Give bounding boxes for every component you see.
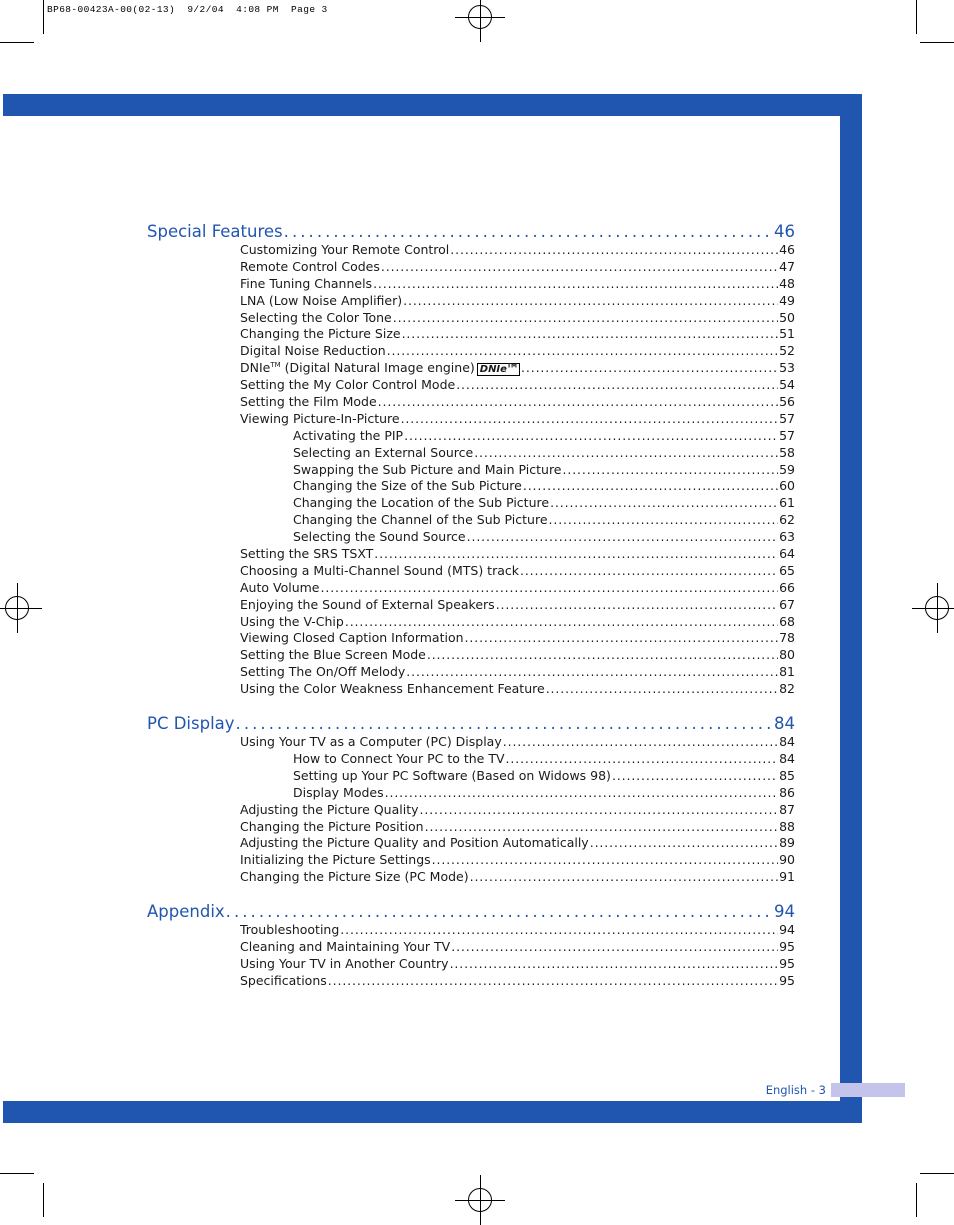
entry-page: 82 [779, 681, 795, 697]
toc-entry[interactable] [147, 819, 795, 836]
toc-entry[interactable] [147, 956, 795, 973]
entry-page: 84 [779, 750, 795, 766]
toc-subentry[interactable] [147, 529, 795, 546]
page-tab [831, 1083, 905, 1097]
entry-page: 58 [779, 444, 795, 460]
dnie-name: DNIe [240, 360, 271, 376]
entry-page: 85 [779, 767, 795, 783]
entry-page: 50 [779, 309, 795, 325]
entry-title: Selecting an External Source [293, 444, 474, 460]
toc-entry[interactable] [147, 343, 795, 360]
toc-entry[interactable] [147, 259, 795, 276]
dot-leader [406, 664, 778, 681]
dot-leader [328, 973, 778, 990]
dot-leader [401, 411, 779, 428]
toc-subentry[interactable] [147, 462, 795, 479]
entry-page: 54 [779, 377, 795, 393]
entry-title: Using Your TV as a Computer (PC) Display [240, 734, 502, 750]
dot-leader [550, 495, 778, 512]
registration-mark-icon [468, 5, 492, 29]
dot-leader [523, 478, 778, 495]
entry-title: Selecting the Color Tone [240, 309, 392, 325]
entry-title: Initializing the Picture Settings [240, 852, 431, 868]
toc-entry-dnie[interactable] [147, 360, 795, 377]
entry-page: 94 [779, 922, 795, 938]
entry-page: 57 [779, 410, 795, 426]
entry-title: Viewing Closed Caption Information [240, 630, 464, 646]
entry-page: 91 [779, 869, 795, 885]
crop-mark [43, 1183, 44, 1217]
entry-page: 78 [779, 630, 795, 646]
toc-entry[interactable] [147, 563, 795, 580]
trademark-mark: TM [270, 361, 281, 370]
toc-entry[interactable] [147, 377, 795, 394]
section-title: Special Features [147, 222, 283, 241]
toc-entry[interactable] [147, 869, 795, 886]
entry-title: Swapping the Sub Picture and Main Picture [293, 461, 562, 477]
toc-entry[interactable] [147, 922, 795, 939]
dot-leader [378, 394, 778, 411]
dot-leader [520, 563, 778, 580]
entry-title: Auto Volume [240, 579, 320, 595]
entry-title: Fine Tuning Channels [240, 275, 373, 291]
toc-entry[interactable] [147, 242, 795, 259]
entry-page: 53 [779, 360, 795, 376]
toc-entry[interactable] [147, 326, 795, 343]
entry-page: 80 [779, 647, 795, 663]
entry-title: LNA (Low Noise Amplifier) [240, 292, 403, 308]
toc-section-heading[interactable] [147, 221, 795, 242]
entry-title: Viewing Picture-In-Picture [240, 410, 400, 426]
entry-title: Selecting the Sound Source [293, 529, 466, 545]
section-page: 84 [774, 714, 795, 734]
toc-entry[interactable] [147, 614, 795, 631]
crop-mark [920, 1173, 954, 1174]
entry-title: Specifications [240, 972, 327, 988]
registration-mark-icon [468, 1188, 492, 1212]
section-title: PC Display [147, 714, 235, 734]
toc-entry[interactable] [147, 293, 795, 310]
entry-title [240, 360, 520, 377]
toc-entry[interactable] [147, 802, 795, 819]
entry-title: Setting the SRS TSXT [240, 546, 374, 562]
entry-title: Using Your TV in Another Country [240, 955, 449, 971]
toc-subentry[interactable] [147, 478, 795, 495]
entry-title: Customizing Your Remote Control [240, 242, 450, 257]
crop-mark [916, 0, 917, 34]
entry-title: Changing the Picture Size [240, 326, 401, 342]
dnie-logo-trademark: TM [506, 362, 518, 370]
toc-entry[interactable] [147, 835, 795, 852]
entry-page: 51 [779, 326, 795, 342]
entry-page: 52 [779, 343, 795, 359]
toc-section-heading[interactable] [147, 713, 795, 734]
entry-title: Adjusting the Picture Quality [240, 801, 419, 817]
dot-leader [393, 310, 778, 327]
dot-leader [404, 428, 778, 445]
entry-page: 46 [779, 242, 795, 257]
registration-mark-icon [925, 596, 949, 620]
toc-entry[interactable] [147, 580, 795, 597]
dot-leader [321, 580, 779, 597]
entry-page: 95 [779, 938, 795, 954]
entry-page: 90 [779, 852, 795, 868]
toc-entry[interactable] [147, 310, 795, 327]
entry-page: 88 [779, 818, 795, 834]
crop-mark [920, 42, 954, 43]
dot-leader [385, 785, 778, 802]
section-page: 94 [774, 902, 795, 922]
section-title: Appendix [147, 902, 225, 922]
entry-page: 64 [779, 546, 795, 562]
entry-title: Changing the Location of the Sub Picture [293, 495, 550, 511]
toc-entry[interactable] [147, 394, 795, 411]
toc-subentry[interactable] [147, 785, 795, 802]
entry-page: 67 [779, 596, 795, 612]
crop-mark [43, 0, 44, 34]
dot-leader [456, 377, 778, 394]
entry-title: Activating the PIP [293, 427, 404, 443]
crop-mark [916, 1183, 917, 1217]
section-page: 46 [774, 222, 795, 241]
entry-title: Choosing a Multi-Channel Sound (MTS) track [240, 562, 519, 578]
dot-leader [373, 276, 778, 293]
toc-subentry[interactable] [147, 495, 795, 512]
entry-title: Using the V-Chip [240, 613, 344, 629]
dot-leader [403, 293, 778, 310]
entry-page: 57 [779, 427, 795, 443]
entry-page: 89 [779, 835, 795, 851]
registration-mark-icon [5, 596, 29, 620]
toc-entry[interactable] [147, 852, 795, 869]
dot-leader [506, 751, 779, 768]
dot-leader [546, 681, 778, 698]
entry-title: Setting up Your PC Software (Based on Widows 98) [293, 767, 611, 783]
dot-leader [451, 939, 778, 956]
dot-leader [284, 221, 773, 242]
dot-leader [612, 768, 778, 785]
entry-page: 84 [779, 734, 795, 750]
toc-entry[interactable] [147, 630, 795, 647]
dot-leader [345, 614, 778, 631]
toc-subentry[interactable] [147, 768, 795, 785]
toc-entry[interactable] [147, 411, 795, 428]
dot-leader [374, 546, 778, 563]
dot-leader [340, 922, 778, 939]
entry-page: 81 [779, 664, 795, 680]
section-gap [147, 886, 795, 901]
entry-title: Changing the Size of the Sub Picture [293, 478, 522, 494]
entry-title: Changing the Channel of the Sub Picture [293, 512, 548, 528]
entry-page: 63 [779, 529, 795, 545]
dot-leader [387, 343, 778, 360]
dot-leader [563, 462, 779, 479]
toc-entry[interactable] [147, 681, 795, 698]
dot-leader [465, 630, 779, 647]
entry-title: Enjoying the Sound of External Speakers [240, 596, 495, 612]
toc-entry[interactable] [147, 647, 795, 664]
toc-entry[interactable] [147, 939, 795, 956]
dot-leader [521, 360, 778, 377]
entry-title: Remote Control Codes [240, 258, 380, 274]
entry-page: 60 [779, 478, 795, 494]
toc-entry[interactable] [147, 276, 795, 293]
dnie-logo-text: DNIe [479, 364, 507, 376]
dnie-description: (Digital Natural Image engine) [280, 360, 475, 376]
dot-leader [427, 647, 778, 664]
crop-mark [0, 42, 34, 43]
dot-leader [226, 901, 773, 922]
dot-leader [432, 852, 778, 869]
top-band [3, 94, 862, 116]
toc-section-heading[interactable] [147, 901, 795, 922]
dot-leader [381, 259, 778, 276]
entry-title: Adjusting the Picture Quality and Position Automatically [240, 835, 589, 851]
toc-entry[interactable] [147, 734, 795, 751]
printer-slug: BP68-00423A-00(02-13) 9/2/04 4:08 PM Page 3 [47, 4, 328, 15]
entry-page: 48 [779, 275, 795, 291]
entry-title: Setting the My Color Control Mode [240, 377, 456, 393]
dot-leader [236, 713, 773, 734]
entry-title: Display Modes [293, 784, 384, 800]
toc-entry[interactable] [147, 664, 795, 681]
entry-page: 66 [779, 579, 795, 595]
toc-entry[interactable] [147, 597, 795, 614]
dot-leader [549, 512, 779, 529]
dot-leader [470, 869, 778, 886]
dot-leader [496, 597, 778, 614]
entry-page: 87 [779, 801, 795, 817]
entry-title: Digital Noise Reduction [240, 343, 386, 359]
entry-page: 68 [779, 613, 795, 629]
dot-leader [450, 242, 778, 259]
dot-leader [402, 326, 779, 343]
entry-page: 47 [779, 258, 795, 274]
toc-subentry[interactable] [147, 751, 795, 768]
entry-title: Using the Color Weakness Enhancement Feature [240, 681, 545, 697]
dot-leader [474, 445, 778, 462]
entry-title: Setting the Film Mode [240, 394, 377, 410]
entry-page: 49 [779, 292, 795, 308]
entry-page: 95 [779, 955, 795, 971]
table-of-contents [147, 221, 795, 990]
entry-page: 65 [779, 562, 795, 578]
bottom-band [3, 1101, 862, 1123]
toc-subentry[interactable] [147, 445, 795, 462]
dnie-logo-icon [477, 363, 520, 376]
entry-title: How to Connect Your PC to the TV [293, 750, 505, 766]
entry-page: 95 [779, 972, 795, 988]
toc-subentry[interactable] [147, 512, 795, 529]
entry-title: Changing the Picture Position [240, 818, 424, 834]
entry-page: 56 [779, 394, 795, 410]
entry-title: Cleaning and Maintaining Your TV [240, 938, 451, 954]
dot-leader [425, 819, 779, 836]
dot-leader [503, 734, 778, 751]
entry-page: 61 [779, 495, 795, 511]
entry-title: Troubleshooting [240, 922, 340, 938]
dot-leader [590, 835, 778, 852]
right-band [840, 94, 862, 1123]
section-gap [147, 698, 795, 713]
toc-entry[interactable] [147, 546, 795, 563]
dot-leader [450, 956, 779, 973]
page-number-label: English - 3 [765, 1083, 826, 1097]
entry-page: 86 [779, 784, 795, 800]
dot-leader [467, 529, 778, 546]
entry-title: Setting the Blue Screen Mode [240, 647, 426, 663]
entry-page: 59 [779, 461, 795, 477]
entry-page: 62 [779, 512, 795, 528]
entry-title: Changing the Picture Size (PC Mode) [240, 869, 469, 885]
crop-mark [0, 1173, 34, 1174]
entry-title: Setting The On/Off Melody [240, 664, 406, 680]
dot-leader [420, 802, 779, 819]
toc-subentry[interactable] [147, 428, 795, 445]
toc-entry[interactable] [147, 973, 795, 990]
